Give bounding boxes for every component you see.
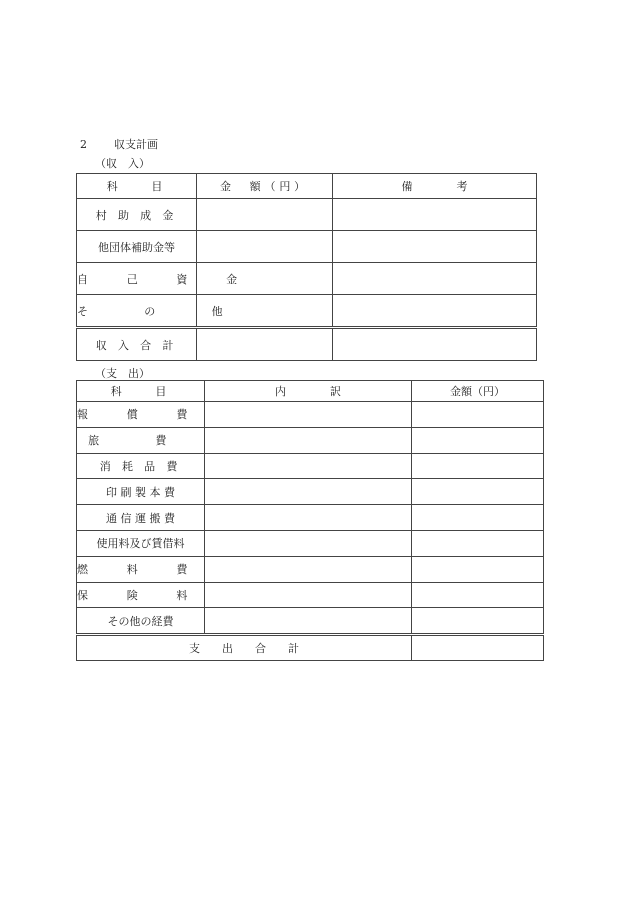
expense-amount-cell[interactable] <box>412 530 544 556</box>
expense-amount-cell[interactable] <box>412 505 544 531</box>
income-header-remarks: 備 考 <box>333 174 537 199</box>
expense-amount-cell[interactable] <box>412 453 544 479</box>
income-total-row <box>77 328 537 361</box>
income-row <box>77 295 537 328</box>
expense-total-amount-cell[interactable] <box>412 635 544 661</box>
expense-breakdown-cell[interactable] <box>205 505 412 531</box>
expense-row <box>77 608 544 635</box>
income-amount-cell[interactable] <box>197 199 333 231</box>
expense-breakdown-cell[interactable] <box>205 427 412 453</box>
income-remarks-cell[interactable] <box>333 295 537 328</box>
expense-header-subject: 科 目 <box>77 381 205 402</box>
expense-breakdown-cell[interactable] <box>205 582 412 608</box>
income-row <box>77 231 537 263</box>
expense-total-row <box>77 635 544 661</box>
income-amount-cell[interactable] <box>197 231 333 263</box>
income-label: （収 入） <box>95 157 150 170</box>
expense-amount-cell[interactable] <box>412 427 544 453</box>
expense-breakdown-cell[interactable] <box>205 556 412 582</box>
expense-header-amount: 金額（円） <box>412 381 544 402</box>
income-table <box>76 173 537 361</box>
expense-row <box>77 402 544 428</box>
expense-header-breakdown: 内 訳 <box>205 381 412 402</box>
expense-breakdown-cell[interactable] <box>205 479 412 505</box>
income-header-row <box>77 174 537 199</box>
expense-row <box>77 582 544 608</box>
expense-amount-cell[interactable] <box>412 608 544 635</box>
income-row <box>77 199 537 231</box>
expense-label: （支 出） <box>95 367 150 380</box>
expense-row-subject: 使用料及び賃借料 <box>77 530 205 556</box>
section-number: 2 <box>80 138 87 151</box>
expense-amount-cell[interactable] <box>412 402 544 428</box>
expense-table <box>76 380 544 661</box>
expense-row-subject: 印 刷 製 本 費 <box>77 479 205 505</box>
income-total-amount-cell[interactable] <box>197 328 333 361</box>
income-row-subject: 自 己 資 金 <box>77 263 197 295</box>
income-row <box>77 263 537 295</box>
income-remarks-cell[interactable] <box>333 263 537 295</box>
expense-row-subject: 燃 料 費 <box>77 556 205 582</box>
income-total-label: 収 入 合 計 <box>77 328 197 361</box>
expense-breakdown-cell[interactable] <box>205 530 412 556</box>
expense-total-label: 支 出 合 計 <box>77 635 412 661</box>
income-remarks-cell[interactable] <box>333 199 537 231</box>
expense-row-subject: 報 償 費 <box>77 402 205 428</box>
expense-row <box>77 556 544 582</box>
income-row-subject: 他団体補助金等 <box>77 231 197 263</box>
income-row-subject: そ の 他 <box>77 295 197 328</box>
expense-row <box>77 505 544 531</box>
expense-row <box>77 530 544 556</box>
expense-breakdown-cell[interactable] <box>205 402 412 428</box>
expense-breakdown-cell[interactable] <box>205 453 412 479</box>
expense-row-subject: 消 耗 品 費 <box>77 453 205 479</box>
section-heading <box>80 136 158 152</box>
expense-amount-cell[interactable] <box>412 582 544 608</box>
income-row-subject: 村 助 成 金 <box>77 199 197 231</box>
income-total-remarks-cell[interactable] <box>333 328 537 361</box>
income-header-amount: 金 額（円） <box>197 174 333 199</box>
section-title: 収支計画 <box>114 138 158 151</box>
income-header-subject: 科 目 <box>77 174 197 199</box>
expense-row-subject: 旅 費 <box>77 427 205 453</box>
expense-row <box>77 453 544 479</box>
income-remarks-cell[interactable] <box>333 231 537 263</box>
expense-row <box>77 427 544 453</box>
expense-header-row <box>77 381 544 402</box>
expense-amount-cell[interactable] <box>412 556 544 582</box>
expense-row-subject: その他の経費 <box>77 608 205 635</box>
expense-row <box>77 479 544 505</box>
expense-row-subject: 通 信 運 搬 費 <box>77 505 205 531</box>
expense-amount-cell[interactable] <box>412 479 544 505</box>
expense-row-subject: 保 険 料 <box>77 582 205 608</box>
expense-breakdown-cell[interactable] <box>205 608 412 635</box>
